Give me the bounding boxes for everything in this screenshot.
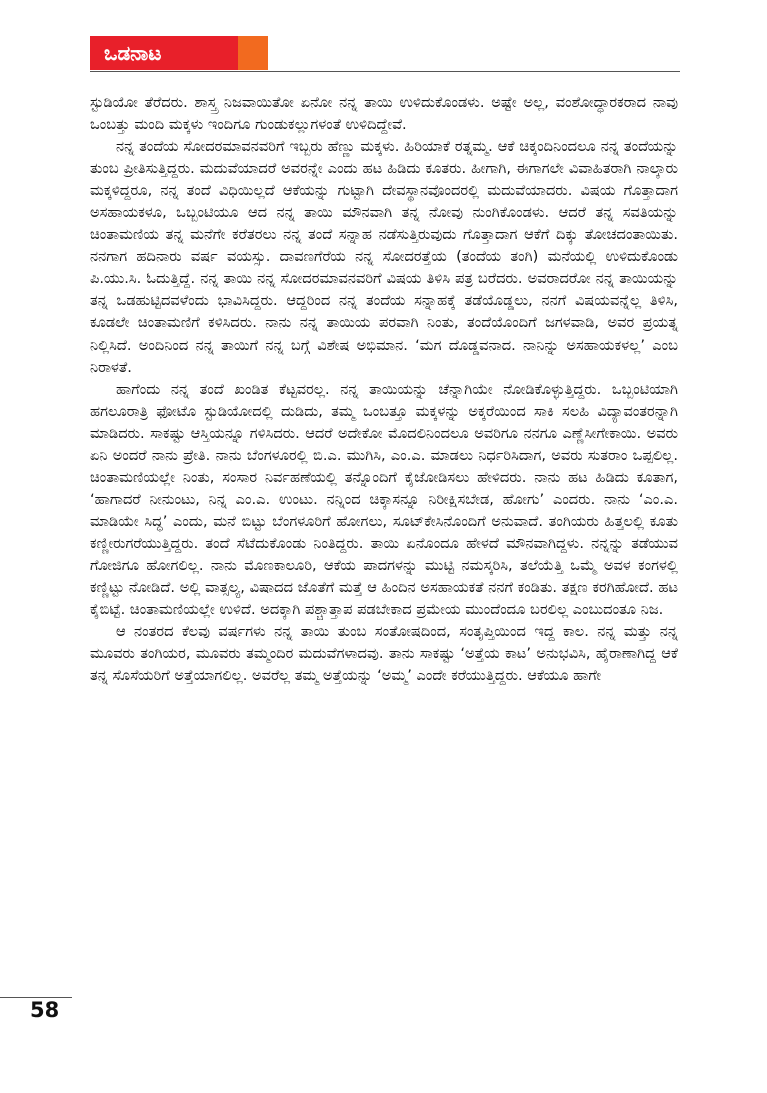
header-rule <box>90 71 680 72</box>
page-number: 58 <box>30 998 60 1022</box>
section-title-banner <box>90 36 238 70</box>
paragraph-2: ನನ್ನ ತಂದೆಯ ಸೋದರಮಾವನವರಿಗೆ ಇಬ್ಬರು ಹೆಣ್ಣು ಮಕ್ಕಳು. ಹಿರಿಯಾಕೆ ರತ್ನಮ್ಮ. ಆಕೆ ಚಿಕ್ಕಂದಿನಿಂದಲೂ ನನ್ನ ತಂದೆಯನ್ನು ತುಂಬ ಪ್ರೀತಿಸುತ್ತಿದ್ದರು. ಮದುವೆಯಾದರೆ ಅವರನ್ನೇ ಎಂದು ಹಟ ಹಿಡಿದು ಕೂತರು. ಹೀಗಾಗಿ, ಈಗಾಗಲೇ ವಿವಾಹಿತರಾಗಿ ನಾಲ್ಕಾರು ಮಕ್ಕಳಿದ್ದರೂ, ನನ್ನ ತಂದೆ ವಿಧಿಯಿಲ್ಲದೆ ಆಕೆಯನ್ನು ಗುಟ್ಟಾಗಿ ದೇವಸ್ಥಾನವೊಂದರಲ್ಲಿ ಮದುವೆಯಾದರು. ವಿಷಯ ಗೊತ್ತಾದಾಗ ಅಸಹಾಯಕಳೂ, ಒಬ್ಬಂಟಿಯೂ ಆದ ನನ್ನ ತಾಯಿ ಮೌನವಾಗಿ ತನ್ನ ನೋವು ನುಂಗಿಕೊಂಡಳು. ಆದರೆ ತನ್ನ ಸವತಿಯನ್ನು ಚಿಂತಾಮಣಿಯ ತನ್ನ ಮನೆಗೇ ಕರೆತರಲು ನನ್ನ ತಂದೆ ಸನ್ನಾಹ ನಡೆಸುತ್ತಿರುವುದು ಗೊತ್ತಾದಾಗ ಆಕೆಗೆ ದಿಕ್ಕು ತೋಚದಂತಾಯಿತು. ನನಗಾಗ ಹದಿನಾರು ವರ್ಷ ವಯಸ್ಸು. ದಾವಣಗೆರೆಯ ನನ್ನ ಸೋದರತ್ತೆಯ (ತಂದೆಯ ತಂಗಿ) ಮನೆಯಲ್ಲಿ ಉಳಿದುಕೊಂಡು ಪಿ.ಯು.ಸಿ. ಓದುತ್ತಿದ್ದೆ. ನನ್ನ ತಾಯಿ ನನ್ನ ಸೋದರಮಾವನವರಿಗೆ ವಿಷಯ ತಿಳಿಸಿ ಪತ್ರ ಬರೆದರು. ಅವರಾದರೋ ನನ್ನ ತಾಯಿಯನ್ನು ತನ್ನ ಒಡಹುಟ್ಟಿದವಳೆಂದು ಭಾವಿಸಿದ್ದರು. ಆದ್ದರಿಂದ ನನ್ನ ತಂದೆಯ ಸನ್ನಾಹಕ್ಕೆ ತಡೆಯೊಡ್ಡಲು, ನನಗೆ ವಿಷಯವನ್ನೆಲ್ಲ ತಿಳಿಸಿ, ಕೂಡಲೇ ಚಿಂತಾಮಣಿಗೆ ಕಳಿಸಿದರು. ನಾನು ನನ್ನ ತಾಯಿಯ ಪರವಾಗಿ ನಿಂತು, ತಂದೆಯೊಂದಿಗೆ ಜಗಳವಾಡಿ, ಅವರ ಪ್ರಯತ್ನ ನಿಲ್ಲಿಸಿದೆ. ಅಂದಿನಿಂದ ನನ್ನ ತಾಯಿಗೆ ನನ್ನ ಬಗ್ಗೆ ವಿಶೇಷ ಅಭಿಮಾನ. ‘ಮಗ ದೊಡ್ಡವನಾದ. ನಾನಿನ್ನು ಅಸಹಾಯಕಳಲ್ಲ’ ಎಂಬ ನಿರಾಳತೆ. <box>90 138 678 376</box>
paragraph-4: ಆ ನಂತರದ ಕೆಲವು ವರ್ಷಗಳು ನನ್ನ ತಾಯಿ ತುಂಬ ಸಂತೋಷದಿಂದ, ಸಂತೃಪ್ತಿಯಿಂದ ಇದ್ದ ಕಾಲ. ನನ್ನ ಮತ್ತು ನನ್ನ ಮೂವರು ತಂಗಿಯರ, ಮೂವರು ತಮ್ಮಂದಿರ ಮದುವೆಗಳಾದವು. ತಾನು ಸಾಕಷ್ಟು ‘ಅತ್ತೆಯ ಕಾಟ’ ಅನುಭವಿಸಿ, ಹೈರಾಣಾಗಿದ್ದ ಆಕೆ ತನ್ನ ಸೊಸೆಯರಿಗೆ ಅತ್ತೆಯಾಗಲಿಲ್ಲ. ಅವರೆಲ್ಲ ತಮ್ಮ ಅತ್ತೆಯನ್ನು ‘ಅಮ್ಮ’ ಎಂದೇ ಕರೆಯುತ್ತಿದ್ದರು. ಆಕೆಯೂ ಹಾಗೇ <box>90 623 678 685</box>
paragraph-1: ಸ್ಟುಡಿಯೋ ತೆರೆದರು. ಶಾಸ್ತ್ರ ನಿಜವಾಯಿತೋ ಏನೋ ನನ್ನ ತಾಯಿ ಉಳಿದುಕೊಂಡಳು. ಅಷ್ಟೇ ಅಲ್ಲ, ವಂಶೋದ್ಧಾರಕರಾದ ನಾವು ಒಂಬತ್ತು ಮಂದಿ ಮಕ್ಕಳು ಇಂದಿಗೂ ಗುಂಡುಕಲ್ಲುಗಳಂತೆ ಉಳಿದಿದ್ದೇವೆ. <box>90 94 678 134</box>
paragraph-3: ಹಾಗೆಂದು ನನ್ನ ತಂದೆ ಖಂಡಿತ ಕೆಟ್ಟವರಲ್ಲ. ನನ್ನ ತಾಯಿಯನ್ನು ಚೆನ್ನಾಗಿಯೇ ನೋಡಿಕೊಳ್ಳುತ್ತಿದ್ದರು. ಒಬ್ಬಂಟಿಯಾಗಿ ಹಗಲೂರಾತ್ರಿ ಫೋಟೊ ಸ್ಟುಡಿಯೋದಲ್ಲಿ ದುಡಿದು, ತಮ್ಮ ಒಂಬತ್ತೂ ಮಕ್ಕಳನ್ನು ಅಕ್ಕರೆಯಿಂದ ಸಾಕಿ ಸಲಹಿ ವಿದ್ಯಾವಂತರನ್ನಾಗಿ ಮಾಡಿದರು. ಸಾಕಷ್ಟು ಆಸ್ತಿಯನ್ನೂ ಗಳಿಸಿದರು. ಆದರೆ ಅದೇಕೋ ಮೊದಲಿನಿಂದಲೂ ಅವರಿಗೂ ನನಗೂ ಎಣ್ಣೆಸೀಗೇಕಾಯಿ. ಅವರು ಏನಿ ಅಂದರೆ ನಾನು ಪ್ರೇತಿ. ನಾನು ಬೆಂಗಳೂರಲ್ಲಿ ಬಿ.ಎ. ಮುಗಿಸಿ, ಎಂ.ಎ. ಮಾಡಲು ನಿರ್ಧರಿಸಿದಾಗ, ಅವರು ಸುತರಾಂ ಒಪ್ಪಲಿಲ್ಲ. ಚಿಂತಾಮಣಿಯಲ್ಲೇ ನಿಂತು, ಸಂಸಾರ ನಿರ್ವಹಣೆಯಲ್ಲಿ ತನ್ನೊಂದಿಗೆ ಕೈಜೋಡಿಸಲು ಹೇಳಿದರು. ನಾನು ಹಟ ಹಿಡಿದು ಕೂತಾಗ, ‘ಹಾಗಾದರೆ ನೀನುಂಟು, ನಿನ್ನ ಎಂ.ಎ. ಉಂಟು. ನನ್ನಿಂದ ಚಿಕ್ಕಾಸನ್ನೂ ನಿರೀಕ್ಷಿಸಬೇಡ, ಹೋಗು’ ಎಂದರು. ನಾನು ‘ಎಂ.ಎ. ಮಾಡಿಯೇ ಸಿದ್ಧ’ ಎಂದು, ಮನೆ ಬಿಟ್ಟು ಬೆಂಗಳೂರಿಗೆ ಹೋಗಲು, ಸೂಟ್‌ಕೇಸಿನೊಂದಿಗೆ ಅನುವಾದೆ. ತಂಗಿಯರು ಹಿತ್ತಲಲ್ಲಿ ಕೂತು ಕಣ್ಣೀರುಗರೆಯುತ್ತಿದ್ದರು. ತಂದೆ ಸೆಟೆದುಕೊಂಡು ನಿಂತಿದ್ದರು. ತಾಯಿ ಏನೊಂದೂ ಹೇಳದೆ ಮೌನವಾಗಿದ್ದಳು. ನನ್ನನ್ನು ತಡೆಯುವ ಗೋಜಿಗೂ ಹೋಗಲಿಲ್ಲ. ನಾನು ಮೊಣಕಾಲೂರಿ, ಆಕೆಯ ಪಾದಗಳನ್ನು ಮುಟ್ಟಿ ನಮಸ್ಕರಿಸಿ, ತಲೆಯೆತ್ತಿ ಒಮ್ಮೆ ಅವಳ ಕಂಗಳಲ್ಲಿ ಕಣ್ಣಿಟ್ಟು ನೋಡಿದೆ. ಅಲ್ಲಿ ವಾತ್ಸಲ್ಯ, ವಿಷಾದದ ಜೊತೆಗೆ ಮತ್ತೆ ಆ ಹಿಂದಿನ ಅಸಹಾಯಕತೆ ನನಗೆ ಕಂಡಿತು. ತಕ್ಷಣ ಕರಗಿಹೋದೆ. ಹಟ ಕೈಬಿಟ್ಟೆ. ಚಿಂತಾಮಣಿಯಲ್ಲೇ ಉಳಿದೆ. ಅದಕ್ಕಾಗಿ ಪಶ್ಚಾತ್ತಾಪ ಪಡಬೇಕಾದ ಪ್ರಮೇಯ ಮುಂದೆಂದೂ ಬರಲಿಲ್ಲ ಎಂಬುದಂತೂ ನಿಜ. <box>90 380 678 619</box>
header-accent-block <box>238 36 268 70</box>
section-title: ಒಡನಾಟ <box>104 41 162 65</box>
article-body <box>90 92 678 687</box>
